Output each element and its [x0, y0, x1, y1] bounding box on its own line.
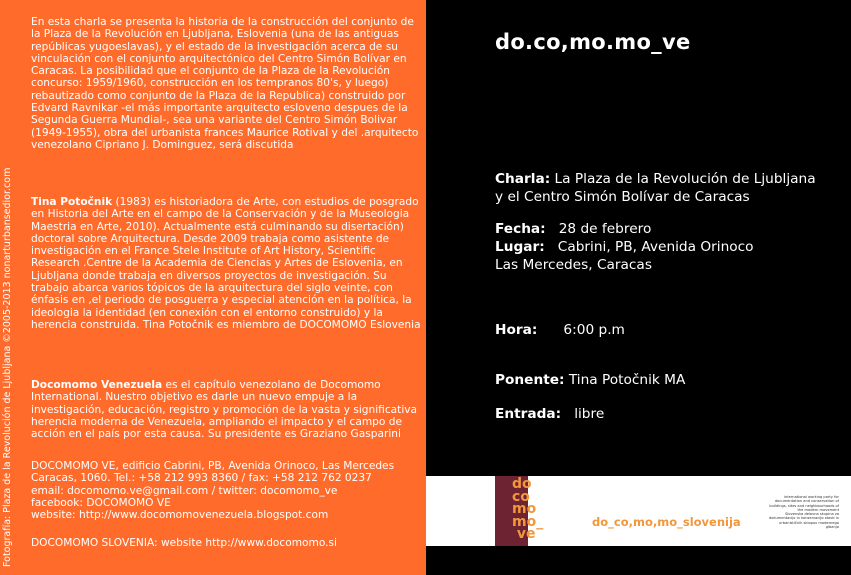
- contact-facebook: facebook: DOCOMOMO VE: [31, 496, 171, 509]
- lugar-label: Lugar:: [495, 239, 545, 255]
- docomomo-description: [31, 379, 421, 440]
- date-place-info: [495, 220, 840, 274]
- docomomo-logo-text: do co mo mo_ ve: [512, 476, 544, 542]
- ponente-label: Ponente:: [495, 372, 565, 388]
- hora-value: 6:00 p.m: [537, 322, 625, 338]
- charla-info: [495, 170, 840, 206]
- slovenia-website: DOCOMOMO SLOVENIA: website http://www.docomomo.si: [31, 537, 337, 549]
- charla-title-line1: La Plaza de la Revolución de Ljubljana: [550, 171, 816, 187]
- photo-credit: Fotografía: Plaza de la Revolución de Ljubljana ©2005-2013 nonarturbansedior.com: [2, 167, 13, 567]
- lugar-value: Cabrini, PB, Avenida Orinoco: [544, 239, 754, 255]
- docomomo-text: es el capítulo venezolano de Docomomo International. Nuestro objetivo es darle un nuevo empuje a la investigación, educación, registro y promoción de la vasta y significativa herencia moderna de Venezuela, ampliando el impacto y el campo de acción en el país por esta causa. Su presidente es Graziano Gasparini: [31, 379, 418, 441]
- ponente-info: [495, 371, 685, 389]
- contact-block: [31, 460, 421, 521]
- ponente-value: Tina Potočnik MA: [564, 372, 686, 388]
- speaker-bio-text: (1983) es historiadora de Arte, con estudios de posgrado en Historia del Arte en el campo de la Conservación y de la Museologia Maestria en Arte, 2010). Actualmente está culminando su disertación) doctoral sobre Arquitectura. Desde 2009 trabaja como asistente de investigación en el France Stele Institute of Art History, Scientific Research .Centre de la Academia de Ciencias y Artes de Eslovenia, en Ljubljana donde trabaja en diversos proyectos de investigación. Su trabajo abarca varios tópicos de la arquitectura del siglo veinte, con énfasis en ,el periodo de posguerra y especial atención en la política, la ideologia la identidad (en conexión con el entorno construido) y la herencia construida. Tina Potočnik es miembro de DOCOMOMO Eslovenia: [31, 196, 421, 331]
- fecha-value: 28 de febrero: [545, 221, 652, 237]
- fine-print-slovenian: Slovenska delovna skupina za dokumentacijo in konservacijo stavb in urbanističnih sklopov modernega gibanja: [769, 512, 840, 529]
- docomomo-name: Docomomo Venezuela: [31, 379, 163, 391]
- entrada-label: Entrada:: [495, 406, 562, 422]
- contact-website: website: http://www.docomomovenezuela.blogspot.com: [31, 509, 329, 522]
- contact-email: email: docomomo.ve@gmail.com / twitter: docomomo_ve: [31, 484, 338, 497]
- brand-title: do.co,mo.mo_ve: [495, 30, 691, 54]
- right-panel: [426, 0, 851, 575]
- fine-print-international: international working party for documentation and conservation of buildings, sites and neighbourhoods of the modern movement: [769, 495, 839, 512]
- charla-label: Charla:: [495, 171, 551, 187]
- charla-title-line2: y el Centro Simón Bolívar de Caracas: [495, 189, 750, 205]
- contact-phone: Caracas, 1060. Tel.: +58 212 993 8360 / fax: +58 212 762 0237: [31, 472, 372, 485]
- lugar-line2: Las Mercedes, Caracas: [495, 257, 652, 273]
- speaker-bio: [31, 196, 421, 331]
- contact-address: DOCOMOMO VE, edificio Cabrini, PB, Avenida Orinoco, Las Mercedes: [31, 460, 395, 472]
- entrada-info: [495, 405, 604, 423]
- slovenija-title: do_co,mo,mo_slovenija: [592, 515, 741, 529]
- speaker-name: Tina Potočnik: [31, 196, 113, 208]
- hora-label: Hora:: [495, 322, 538, 338]
- fecha-label: Fecha:: [495, 221, 546, 237]
- intro-paragraph: En esta charla se presenta la historia de la construcción del conjunto de la Plaza de la Revolución en Ljubljana, Eslovenia (una de las antiguas repúblicas yugoeslavas), y el estado de la investigación acerca de su vinculación con el conjunto arquitectónico del Centro Simón Bolívar en Caracas. La posibilidad que el conjunto de la Plaza de la Revolución concurso: 1959/1960, construcción en los tempranos 80's, y luego) rebautizado como conjunto de la Plaza de la Republica) construido por Edvard Ravnikar -el más importante arquitecto esloveno despues de la Segunda Guerra Mundial-, sea una variante del Centro Simón Bolivar (1949-1955), obra del urbanista frances Maurice Rotival y del .arquitecto venezolano Cipriano J. Dominguez, será discutida: [31, 16, 419, 151]
- entrada-value: libre: [561, 406, 605, 422]
- footer-band: [426, 476, 851, 546]
- hora-info: [495, 321, 625, 339]
